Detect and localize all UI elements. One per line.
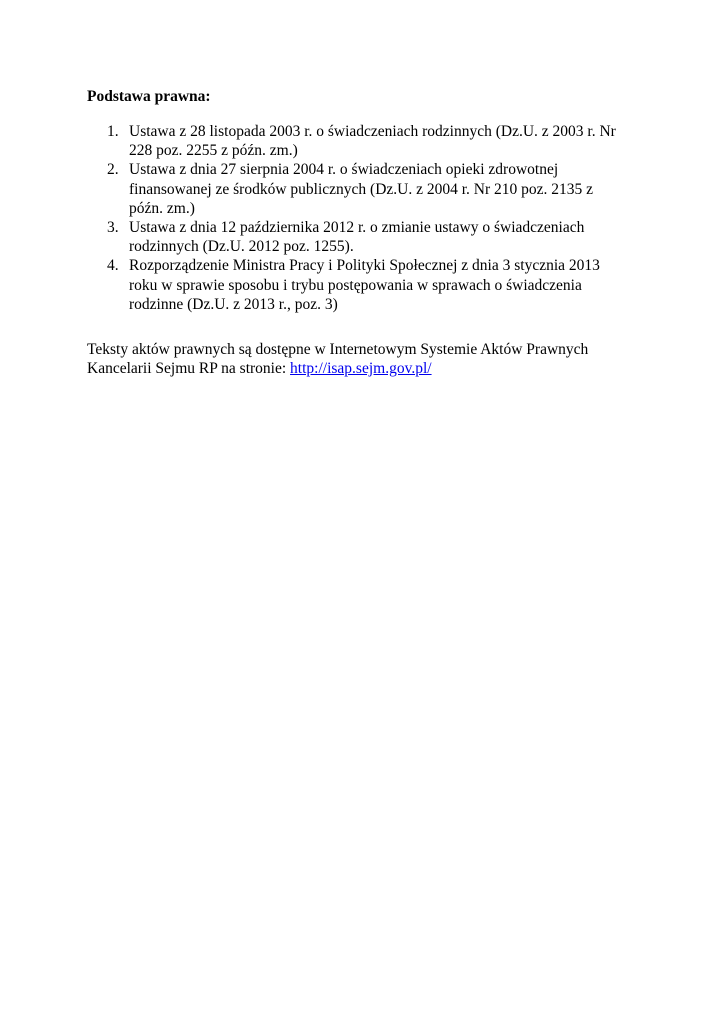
legal-act-item bbox=[87, 256, 647, 314]
legal-basis-heading: Podstawa prawna: bbox=[87, 88, 211, 105]
act-text-line: 228 poz. 2255 z późn. zm.) bbox=[129, 142, 298, 160]
legal-act-item bbox=[87, 218, 647, 256]
list-number: 1. bbox=[107, 123, 119, 140]
act-text-line: Rozporządzenie Ministra Pracy i Polityki Społecznej z dnia 3 stycznia 2013 bbox=[129, 257, 600, 275]
isap-link[interactable]: http://isap.sejm.gov.pl/ bbox=[290, 360, 432, 378]
info-paragraph bbox=[87, 340, 647, 378]
act-text-line: rodzinne (Dz.U. z 2013 r., poz. 3) bbox=[129, 295, 338, 313]
info-text-line: Teksty aktów prawnych są dostępne w Internetowym Systemie Aktów Prawnych bbox=[87, 341, 589, 358]
act-text-line: późn. zm.) bbox=[129, 199, 195, 217]
list-number: 4. bbox=[107, 257, 119, 275]
act-text-line: roku w sprawie sposobu i trybu postępowania w sprawach o świadczenia bbox=[129, 276, 582, 294]
act-text-line: Ustawa z 28 listopada 2003 r. o świadczeniach rodzinnych (Dz.U. z 2003 r. Nr bbox=[129, 123, 616, 140]
legal-act-item bbox=[87, 122, 647, 160]
list-number: 2. bbox=[107, 161, 119, 179]
act-text-line: Ustawa z dnia 27 sierpnia 2004 r. o świadczeniach opieki zdrowotnej bbox=[129, 161, 559, 179]
info-text-prefix: Kancelarii Sejmu RP na stronie: bbox=[87, 360, 291, 378]
list-number: 3. bbox=[107, 219, 119, 237]
legal-act-item bbox=[87, 160, 647, 218]
info-text-line-with-link bbox=[87, 359, 647, 378]
legal-acts-list bbox=[87, 122, 647, 314]
act-text-line: Ustawa z dnia 12 października 2012 r. o zmianie ustawy o świadczeniach bbox=[129, 219, 585, 237]
act-text-line: finansowanej ze środków publicznych (Dz.U. z 2004 r. Nr 210 poz. 2135 z bbox=[129, 180, 594, 198]
act-text-line: rodzinnych (Dz.U. 2012 poz. 1255). bbox=[129, 238, 354, 256]
